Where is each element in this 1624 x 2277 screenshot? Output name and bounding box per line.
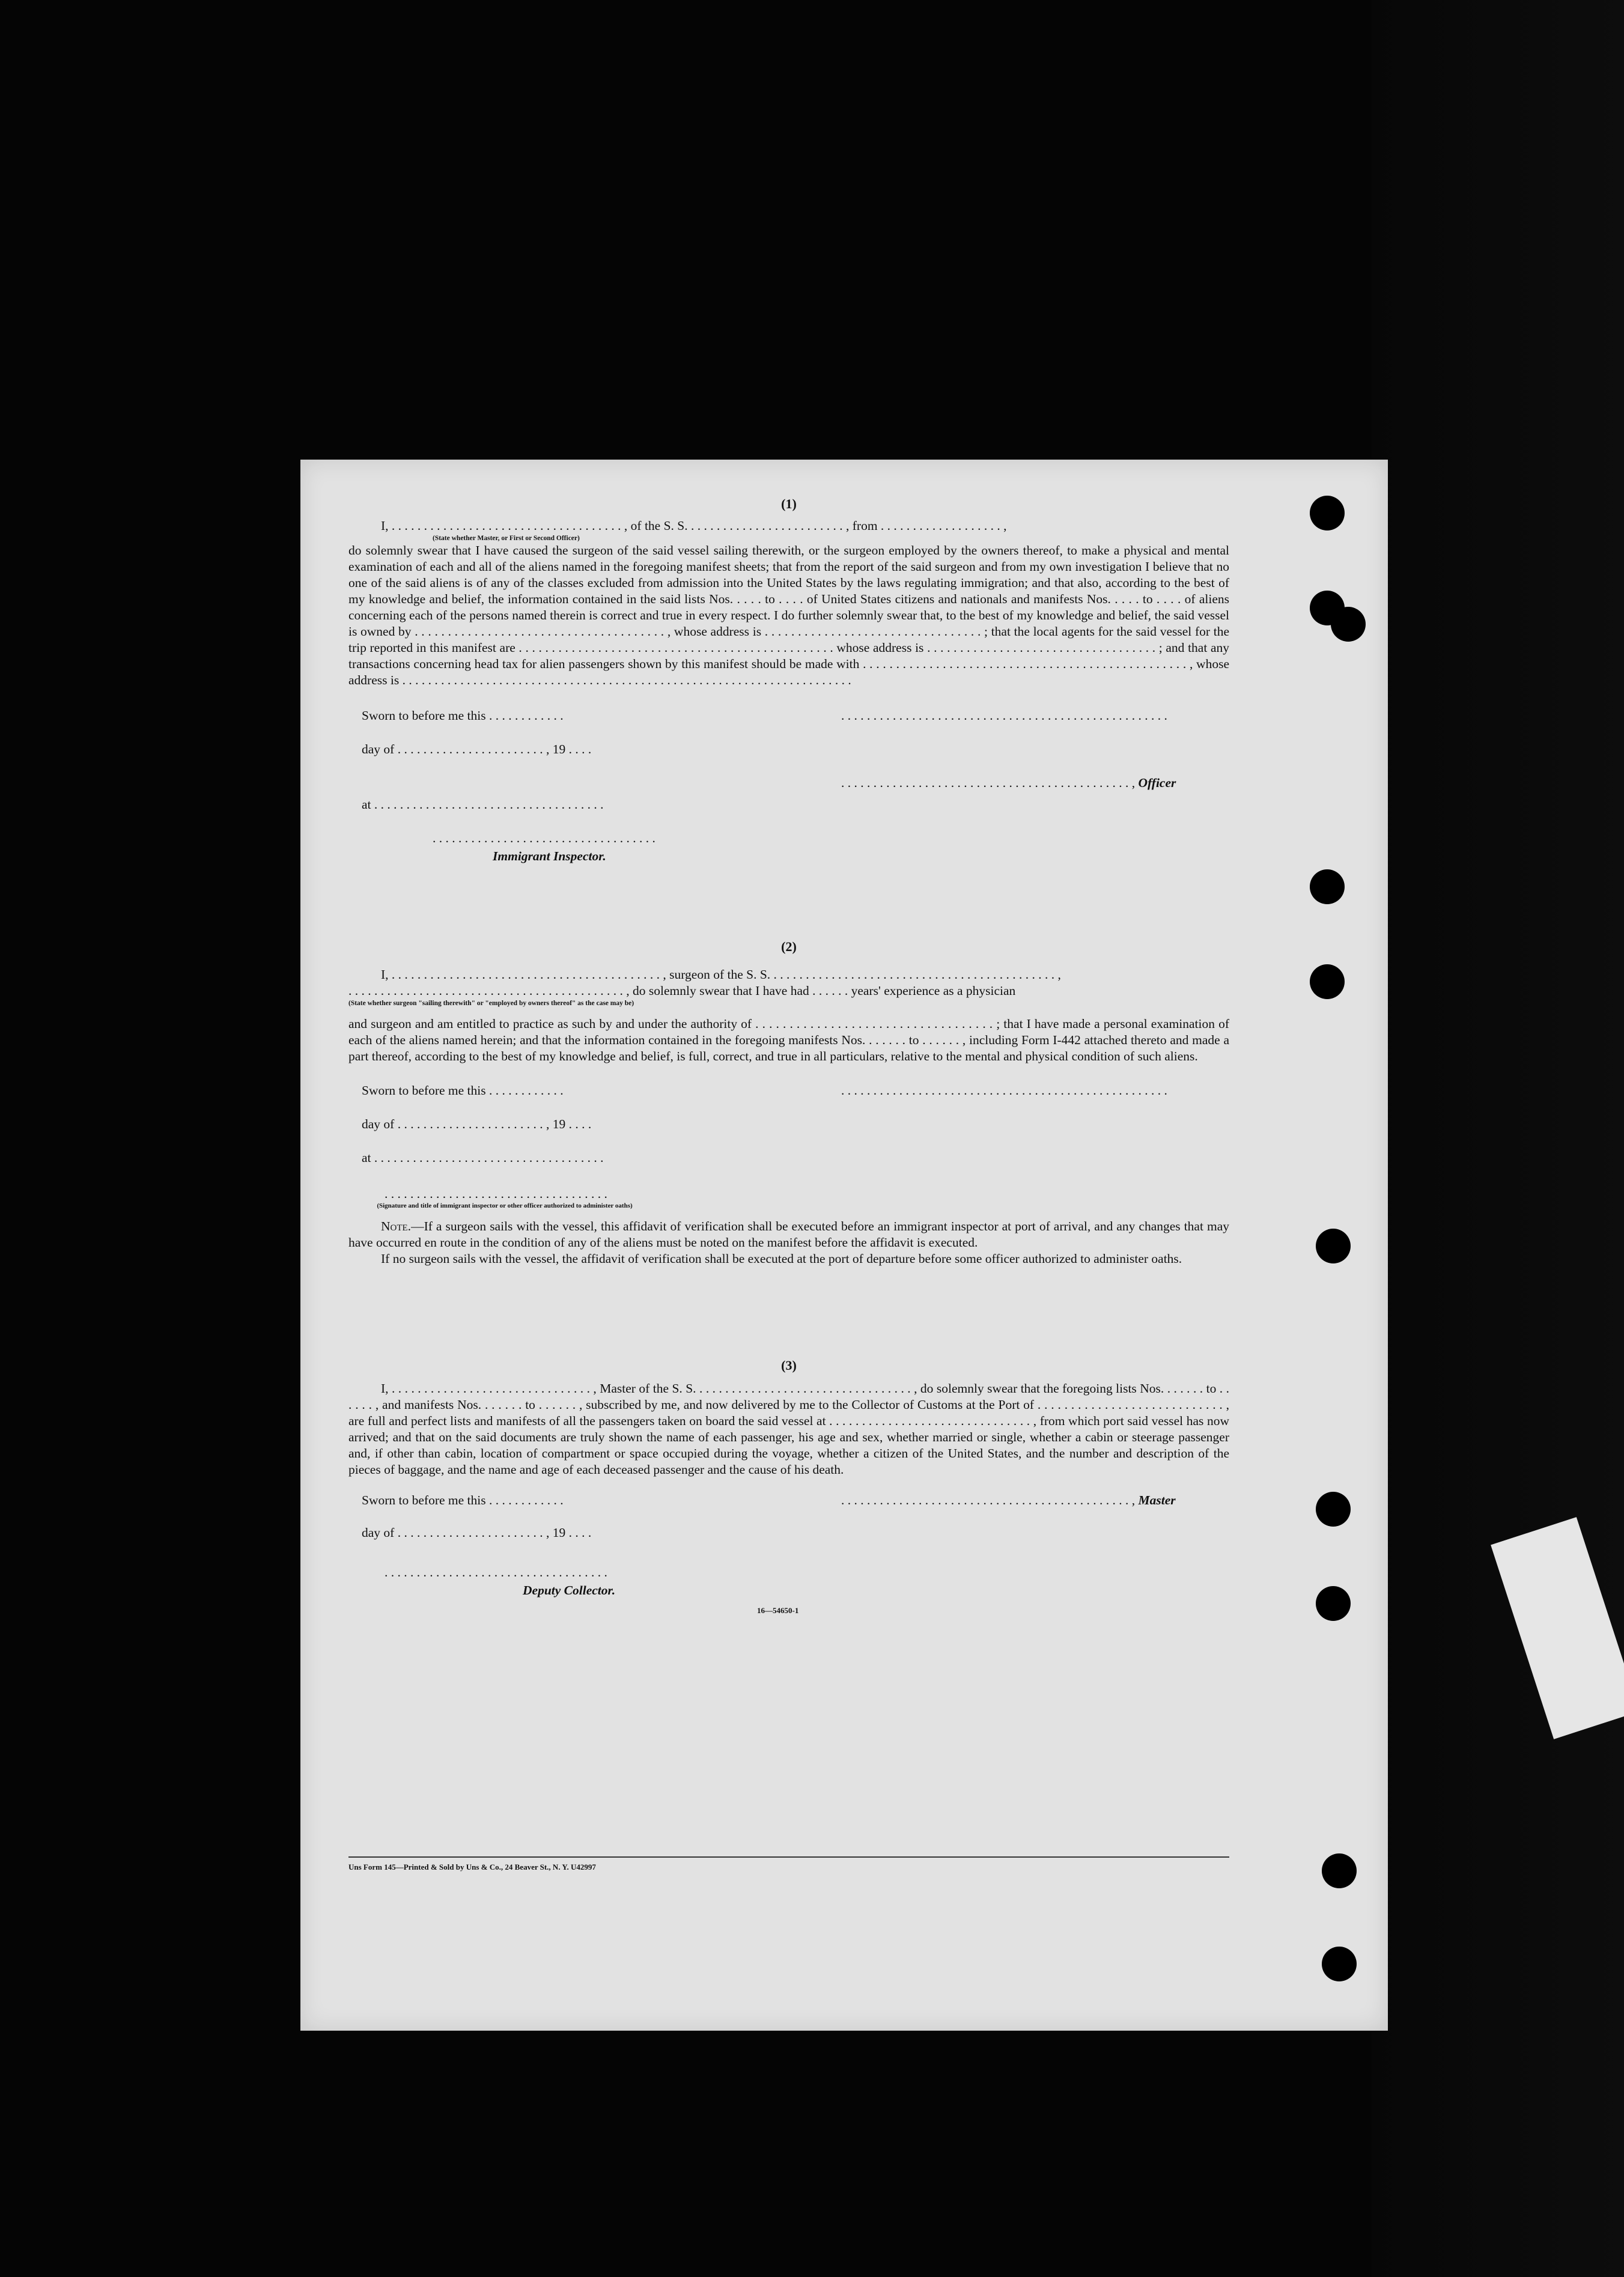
section-2-number: (2)	[781, 939, 797, 954]
punch-hole	[1310, 869, 1345, 904]
section-1-opening-line: I, . . . . . . . . . . . . . . . . . . . . . . . . . . . . . . . . . . . . , of the S. S. . . . . . . . . . . . . . . . . . . . . . . . . , from . . . . . . . . . . . . . . . . . . . ,	[381, 518, 1007, 533]
punch-hole	[1316, 1492, 1351, 1527]
section-2-at: at . . . . . . . . . . . . . . . . . . . . . . . . . . . . . . . . . . . .	[362, 1151, 604, 1165]
section-3-sworn: Sworn to before me this . . . . . . . . . . . .	[362, 1493, 564, 1507]
punch-hole	[1310, 496, 1345, 530]
note-1: —If a surgeon sails with the vessel, this affidavit of verification shall be executed before an immigrant inspector at port of arrival, and any changes that may have occurred en route in the condition of any of the aliens must be noted on the manifest before the affidavit is executed.	[348, 1219, 1229, 1250]
section-1-inspector-dots: . . . . . . . . . . . . . . . . . . . . . . . . . . . . . . . . . . .	[433, 831, 655, 845]
section-1-number: (1)	[781, 496, 797, 511]
affidavit-content	[348, 496, 1229, 1621]
section-1-sworn: Sworn to before me this . . . . . . . . . . . .	[362, 708, 564, 723]
section-2-line-1: I, . . . . . . . . . . . . . . . . . . . . . . . . . . . . . . . . . . . . . . . . . . , surgeon of the S. S. . . . . . . . . . . . . . . . . . . . . . . . . . . . . . . . . . . . . . . . . . . . . ,	[381, 967, 1061, 982]
section-2-body: and surgeon and am entitled to practice as such by and under the authority of . . . . . . . . . . . . . . . . . . . . . . . . . . . . . . . . . . . ; that I have made a personal examination of each of the aliens named herein; and that the information contained in the foregoing manifests Nos. . . . . . . to . . . . . . , including Form I-442 attached thereto and made a part thereof, according to the best of my knowledge and belief, is full, correct, and true in all particulars, relative to the mental and physical condition of such aliens.	[348, 1017, 1229, 1063]
note-title: Note.	[381, 1219, 412, 1233]
section-3-collector-label: Deputy Collector.	[523, 1583, 616, 1598]
punch-hole	[1331, 607, 1366, 642]
form-code: 16—54650-1	[757, 1606, 799, 1615]
footer-imprint: Uns Form 145—Printed & Sold by Uns & Co., 24 Beaver St., N. Y. U42997	[348, 1856, 1229, 1872]
punch-hole	[1316, 1229, 1351, 1263]
section-2-note	[348, 1218, 1229, 1251]
master-label: Master	[1138, 1493, 1176, 1507]
punch-hole	[1316, 1586, 1351, 1621]
section-2-note-2: If no surgeon sails with the vessel, the affidavit of verification shall be executed at the port of departure before some officer authorized to administer oaths.	[381, 1251, 1182, 1266]
section-1-day: day of . . . . . . . . . . . . . . . . . . . . . . . , 19 . . . .	[362, 742, 592, 756]
section-2-inspector-dots: . . . . . . . . . . . . . . . . . . . . . . . . . . . . . . . . . . .	[385, 1187, 607, 1201]
section-2-signature-caption: (Signature and title of immigrant inspector or other officer authorized to administer oaths)	[377, 1202, 633, 1209]
section-3-collector-dots: . . . . . . . . . . . . . . . . . . . . . . . . . . . . . . . . . . .	[385, 1565, 607, 1579]
section-3-master-line: . . . . . . . . . . . . . . . . . . . . . . . . . . . . . . . . . . . . . . . . . . . . . , Master	[841, 1493, 1176, 1507]
punch-hole	[1322, 1947, 1357, 1981]
punch-hole	[1310, 964, 1345, 999]
section-2-signature-line: . . . . . . . . . . . . . . . . . . . . . . . . . . . . . . . . . . . . . . . . . . . . . . . . . . .	[841, 1083, 1167, 1098]
section-1-at: at . . . . . . . . . . . . . . . . . . . . . . . . . . . . . . . . . . . .	[362, 797, 604, 812]
section-1-officer-line: . . . . . . . . . . . . . . . . . . . . . . . . . . . . . . . . . . . . . . . . . . . . . , Officer	[841, 776, 1176, 790]
section-2-subcaption: (State whether surgeon "sailing therewith" or "employed by owners thereof" as the case may be)	[348, 1000, 634, 1007]
section-2-day: day of . . . . . . . . . . . . . . . . . . . . . . . , 19 . . . .	[362, 1117, 592, 1131]
section-1-inspector-label: Immigrant Inspector.	[493, 849, 606, 863]
section-1-subcaption: (State whether Master, or First or Second Officer)	[433, 535, 580, 542]
section-2-sworn: Sworn to before me this . . . . . . . . . . . .	[362, 1083, 564, 1098]
scan-background	[1372, 0, 1624, 2277]
officer-label: Officer	[1138, 776, 1176, 790]
section-3-body: I, . . . . . . . . . . . . . . . . . . . . . . . . . . . . . . . , Master of the S. S. . . . . . . . . . . . . . . . . . . . . . . . . . . . . . . . . . , do solemnly swear that the foregoing lists Nos. . . . . . . to . . . . . . , and manifests Nos. . . . . . . to . . . . . . , subscribed by me, and now delivered by me to the Collector of Customs at the Port of . . . . . . . . . . . . . . . . . . . . . . . . . . . . , are full and perfect lists and manifests of all the passengers taken on board the said vessel at . . . . . . . . . . . . . . . . . . . . . . . . . . . . . . . , from which port said vessel has now arrived; and that on the said documents are truly shown the name of each passenger, his age and sex, whether married or single, whether a cabin or steerage passenger and, if other than cabin, location of compartment or space occupied during the voyage, whether a citizen of the United States, and the number and description of the pieces of baggage, and the name and age of each deceased passenger and the cause of his death.	[348, 1381, 1229, 1477]
punch-hole	[1322, 1853, 1357, 1888]
section-2-line-2: . . . . . . . . . . . . . . . . . . . . . . . . . . . . . . . . . . . . . . . . . . . , do solemnly swear that I have had . . . . . . years' experience as a physician	[348, 983, 1016, 998]
manifest-affidavit-page	[300, 460, 1388, 2031]
section-1-signature-line: . . . . . . . . . . . . . . . . . . . . . . . . . . . . . . . . . . . . . . . . . . . . . . . . . . .	[841, 708, 1167, 723]
section-3-number: (3)	[781, 1358, 797, 1373]
section-1-body: do solemnly swear that I have caused the surgeon of the said vessel sailing therewith, or the surgeon employed by the owners thereof, to make a physical and mental examination of each and all of the aliens named in the foregoing manifest sheets; that from the report of the said surgeon and from my own investigation I believe that no one of the said aliens is of any of the classes excluded from admission into the United States by the laws regulating immigration; and that also, according to the best of my knowledge and belief, the information contained in the said lists Nos. . . . . to . . . . of United States citizens and nationals and manifests Nos. . . . . to . . . . of aliens concerning each of the persons named therein is correct and true in every respect. I do further solemnly swear that, to the best of my knowledge and belief, the said vessel is owned by . . . . . . . . . . . . . . . . . . . . . . . . . . . . . . . . . . . . . . , whose address is . . . . . . . . . . . . . . . . . . . . . . . . . . . . . . . . . ; that the local agents for the said vessel for the trip reported in this manifest are . . . . . . . . . . . . . . . . . . . . . . . . . . . . . . . . . . . . . . . . . . . . . . . . whose address is . . . . . . . . . . . . . . . . . . . . . . . . . . . . . . . . . . . ; and that any transactions concerning head tax for alien passengers shown by this manifest should be made with . . . . . . . . . . . . . . . . . . . . . . . . . . . . . . . . . . . . . . . . . . . . . . . . . , whose address is . . . . . . . . . . . . . . . . . . . . . . . . . . . . . . . . . . . . . . . . . . . . . . . . . . . . . . . . . . . . . . . . . . . . . .	[348, 543, 1229, 687]
section-3-day: day of . . . . . . . . . . . . . . . . . . . . . . . , 19 . . . .	[362, 1525, 592, 1540]
